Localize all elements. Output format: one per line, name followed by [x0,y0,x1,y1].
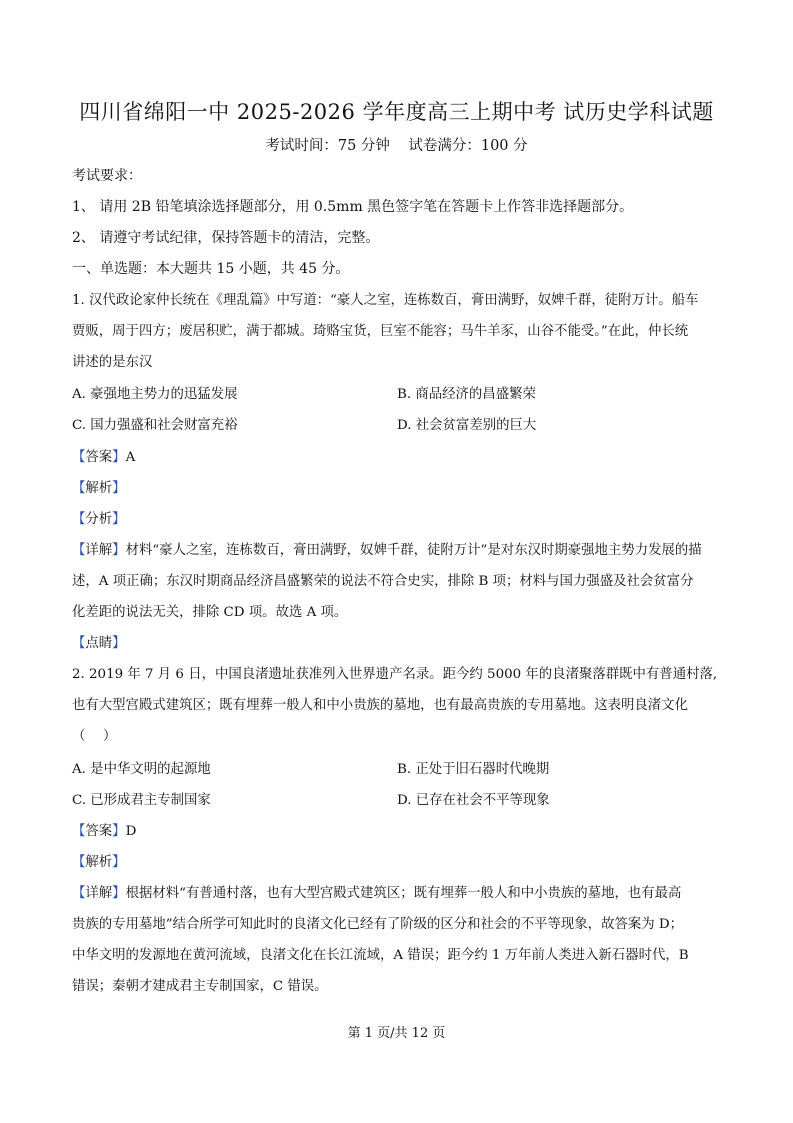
question-stem-line: （ ） [72,729,117,744]
option-a: A. 是中华文明的起源地 [72,762,211,777]
answer-label: 答案 [85,450,113,465]
detail-text: 材料“豪人之室，连栋数百，膏田满野，奴婢千群，徒附万计”是对东汉时期豪强地主势力发展的描 [125,543,702,558]
page-footer: 第 1 页/共 12 页 [347,1026,446,1041]
detail-text: 中华文明的发源地在黄河流域，良渚文化在长江流域，A 错误；距今约 1 万年前人类进入新石器时代，B [72,948,689,963]
section-heading: 一、单选题：本大题共 15 小题，共 45 分。 [72,261,350,277]
detail-text: 根据材料“有普通村落，也有大型宫殿式建筑区；既有埋葬一般人和中小贵族的墓地，也有最高 [125,886,682,901]
requirement-item: 2、 请遵守考试纪律，保持答题卡的清洁，完整。 [72,230,380,246]
detail-text: 贵族的专用墓地”结合所学可知此时的良渚文化已经有了阶级的区分和社会的不平等现象，故答案为 D； [72,917,684,932]
option-b: B. 商品经济的昌盛繁荣 [397,387,536,402]
question-stem-line: 也有大型宫殿式建筑区；既有埋葬一般人和中小贵族的墓地，也有最高贵族的专用墓地。这表明良渚文化 [72,698,688,713]
detail-text: 错误；秦朝才建成君主专制国家，C 错误。 [72,979,328,994]
detail-label: 详解 [85,886,113,901]
requirements-heading: 考试要求： [72,168,142,184]
analysis-tag: 【解析】 [72,855,126,870]
detail-text: 化差距的说法无关，排除 CD 项。故选 A 项。 [72,605,348,620]
detail-line: 【详解】根据材料“有普通村落，也有大型宫殿式建筑区；既有埋葬一般人和中小贵族的墓地，也有最高 [72,886,682,901]
detail-label: 详解 [85,543,113,558]
requirement-item: 1、 请用 2B 铅笔填涂选择题部分，用 0.5mm 黑色签字笔在答题卡上作答非选择题部分。 [72,199,634,215]
option-d: D. 已存在社会不平等现象 [397,793,550,808]
question-stem-line: 讲述的是东汉 [72,355,153,370]
option-c: C. 已形成君主专制国家 [72,793,211,808]
fenxi-tag: 【分析】 [72,512,126,527]
answer-value: A [125,450,136,465]
detail-line: 【详解】材料“豪人之室，连栋数百，膏田满野，奴婢千群，徒附万计”是对东汉时期豪强地主势力发展的描 [72,543,702,558]
answer-value: D [125,824,137,839]
question-stem-line: 贾贩，周于四方；废居积贮，满于都城。琦赂宝货，巨室不能容；马牛羊豕，山谷不能受。”在此，仲长统 [72,324,689,339]
option-b: B. 正处于旧石器时代晚期 [397,762,550,777]
option-c: C. 国力强盛和社会财富充裕 [72,418,238,433]
answer-label: 答案 [85,824,113,839]
question-stem-line: 2. 2019 年 7 月 6 日，中国良渚遗址获准列入世界遗产名录。距今约 5000 年的良渚聚落群既中有普通村落, [72,667,718,682]
option-a: A. 豪强地主势力的迅猛发展 [72,387,238,402]
exam-info: 考试时间：75 分钟 试卷满分：100 分 [265,138,528,154]
page-title: 四川省绵阳一中 2025-2026 学年度高三上期中考 试历史学科试题 [79,100,714,124]
answer-line: 【答案】D [72,824,137,839]
dianjing-tag: 【点睛】 [72,636,126,651]
answer-line: 【答案】A [72,450,136,465]
detail-text: 述，A 项正确；东汉时期商品经济昌盛繁荣的说法不符合史实，排除 B 项；材料与国力强盛及社会贫富分 [72,574,694,589]
option-d: D. 社会贫富差别的巨大 [397,418,537,433]
question-stem-line: 1. 汉代政论家仲长统在《理乱篇》中写道：“豪人之室，连栋数百，膏田满野，奴婢千群，徒附万计。船车 [72,293,699,308]
analysis-tag: 【解析】 [72,481,126,496]
